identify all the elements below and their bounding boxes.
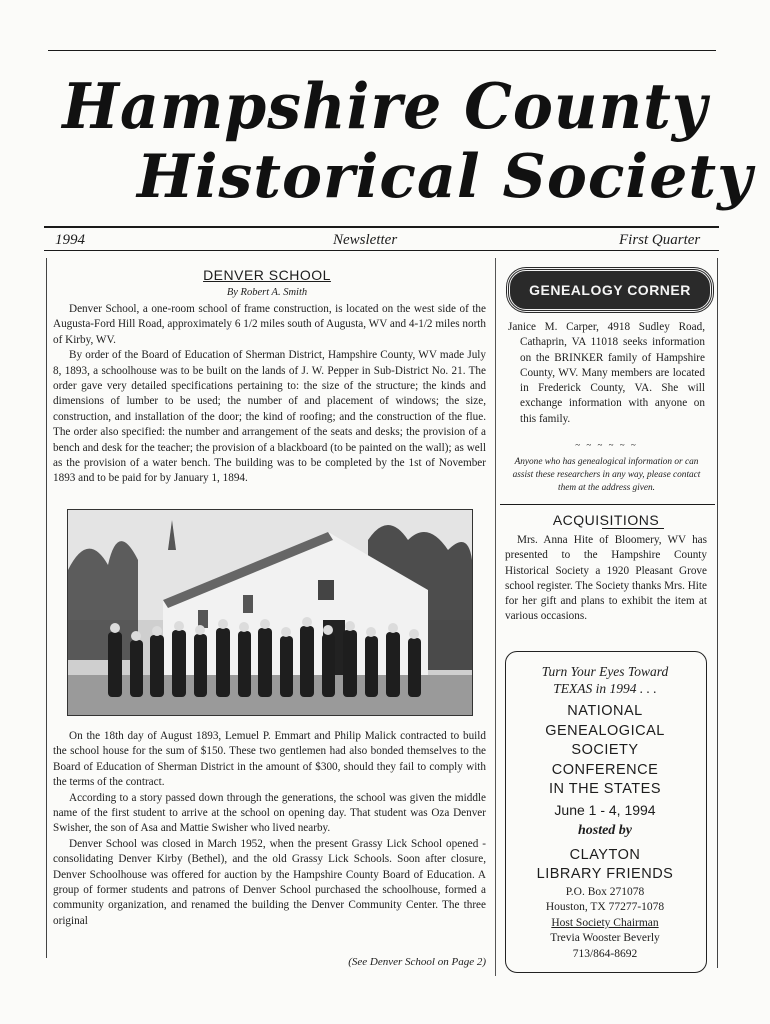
conference-name-line: NATIONAL: [567, 703, 643, 719]
article-paragraph: According to a story passed down through the generations, the school was given the middle name of the first student to arrive at the school on opening day. That student was Oza Denver Swisher, the son of Asa and Mattie Swisher who lived nearby.: [53, 791, 486, 835]
schoolhouse-photo-illustration: [68, 510, 472, 715]
masthead-rule: [44, 226, 719, 228]
article-continued-note: (See Denver School on Page 2): [348, 956, 486, 968]
conference-host-line: LIBRARY FRIENDS: [536, 866, 674, 882]
genealogy-entry-text: Janice M. Carper, 4918 Sudley Road, Cathaprin, VA 11018 seeks information on the BRINKER family of Hampshire County, WV. Many members are located in Frederick County, VA. She will exchange information with anyone on this family.: [508, 321, 705, 425]
conference-name-line: IN THE STATES: [548, 781, 662, 797]
conference-hosted-by: hosted by: [577, 823, 633, 838]
genealogy-corner-badge: [507, 268, 713, 312]
issue-quarter: First Quarter: [619, 232, 701, 248]
conference-tagline-line2: TEXAS in 1994 . . .: [553, 681, 657, 696]
issue-year: 1994: [55, 232, 85, 248]
conference-name-line: SOCIETY: [571, 742, 639, 758]
conference-host: [505, 846, 705, 884]
genealogy-entry: [508, 320, 705, 427]
masthead-title-line2: Historical Society: [137, 142, 753, 212]
conference-tagline: [505, 663, 705, 697]
conference-contact-name: Trevia Wooster Beverly: [550, 932, 660, 945]
conference-name-line: GENEALOGICAL: [545, 722, 665, 739]
center-column-rule: [495, 258, 496, 976]
genealogy-bottom-rule: [500, 504, 715, 505]
top-rule: [48, 50, 716, 51]
conference-dates: June 1 - 4, 1994: [554, 802, 656, 818]
conference-address-line: Houston, TX 77277-1078: [545, 901, 665, 914]
article-byline: By Robert A. Smith: [226, 287, 308, 298]
article-paragraph: On the 18th day of August 1893, Lemuel P. Emmart and Philip Malick contracted to build the school house for the sum of $150. These two gentlemen had also bonded themselves to the Board of Education of Sherman District in the amount of $300, should they fail to comply with the terms of the contract.: [53, 730, 486, 789]
conference-tagline-line1: Turn Your Eyes Toward: [541, 664, 669, 679]
conference-contact-phone: 713/864-8692: [572, 947, 638, 960]
conference-host-line: CLAYTON: [569, 847, 641, 863]
conference-name-line: CONFERENCE: [551, 761, 659, 778]
genealogy-divider: ~ ~ ~ ~ ~ ~: [575, 440, 638, 450]
genealogy-corner-title: GENEALOGY CORNER: [529, 282, 691, 298]
issue-rule: [44, 250, 719, 251]
left-column-rule: [46, 258, 47, 958]
genealogy-note: Anyone who has genealogical information or can assist these researchers in any way, please contact them at the address given.: [512, 457, 701, 493]
conference-contact-title: Host Society Chairman: [551, 916, 659, 929]
article-paragraph: Denver School was closed in March 1952, when the present Grassy Lick School opened - consolidating Denver Kirby (Bethel), and the old Grassy Lick Schools. Soon after closure, Denver Schoolhouse was offered for auction by the Hampshire County Board of Education. A group of former students and patrons of Denver School purchased the schoolhouse, formed a community organization, and renamed the building the Denver Community Center. The three original: [53, 837, 486, 927]
acquisitions-title-underline: [602, 528, 664, 529]
article-title: DENVER SCHOOL: [203, 267, 331, 283]
right-column-rule: [717, 258, 718, 968]
conference-name: [505, 702, 705, 800]
article-body-bottom: [53, 729, 486, 929]
conference-address-line: P.O. Box 271078: [565, 886, 645, 898]
conference-address: [505, 885, 705, 962]
issue-type: Newsletter: [333, 232, 398, 248]
acquisitions-text-block: [505, 533, 707, 625]
article-paragraph: Denver School, a one-room school of frame construction, is located on the west side of the Augusta-Ford Hill Road, approximately 6 1/2 miles south of Augusta, WV and 4-1/2 miles north of Kirby, WV.: [53, 303, 486, 346]
article-body-top: [53, 302, 486, 487]
schoolhouse-photo: [67, 509, 473, 716]
acquisitions-title: ACQUISITIONS: [552, 512, 660, 528]
article-paragraph: By order of the Board of Education of Sherman District, Hampshire County, WV made July 8, 1893, a schoolhouse was to be built on the lands of J. W. Pepper in Sub-District No. 21. The order gave very detailed specifications pertaining to: the size of the structure; the kinds and dimensions of lumber to be used; the number of and placement of windows; the size, construction, and installation of the door; the kind of roofing; and the construction of the flue. The order also specified: the number and arrangement of the seats and desks; the provision of a bench and desk for the teacher; the provision of a blackboard (to be painted on the wall); as well as the provision of a water bench. The building was to be completed by the 1st of November 1893 and to be paid for by January 1, 1894.: [53, 349, 486, 485]
acquisitions-text: Mrs. Anna Hite of Bloomery, WV has presented to the Hampshire County Historical Society a 1920 Pleasant Grove school register. The Society thanks Mrs. Hite for her gift and plans to exhibit the item at various occasions.: [505, 534, 707, 623]
masthead-title-line1: Hampshire County: [62, 70, 708, 144]
